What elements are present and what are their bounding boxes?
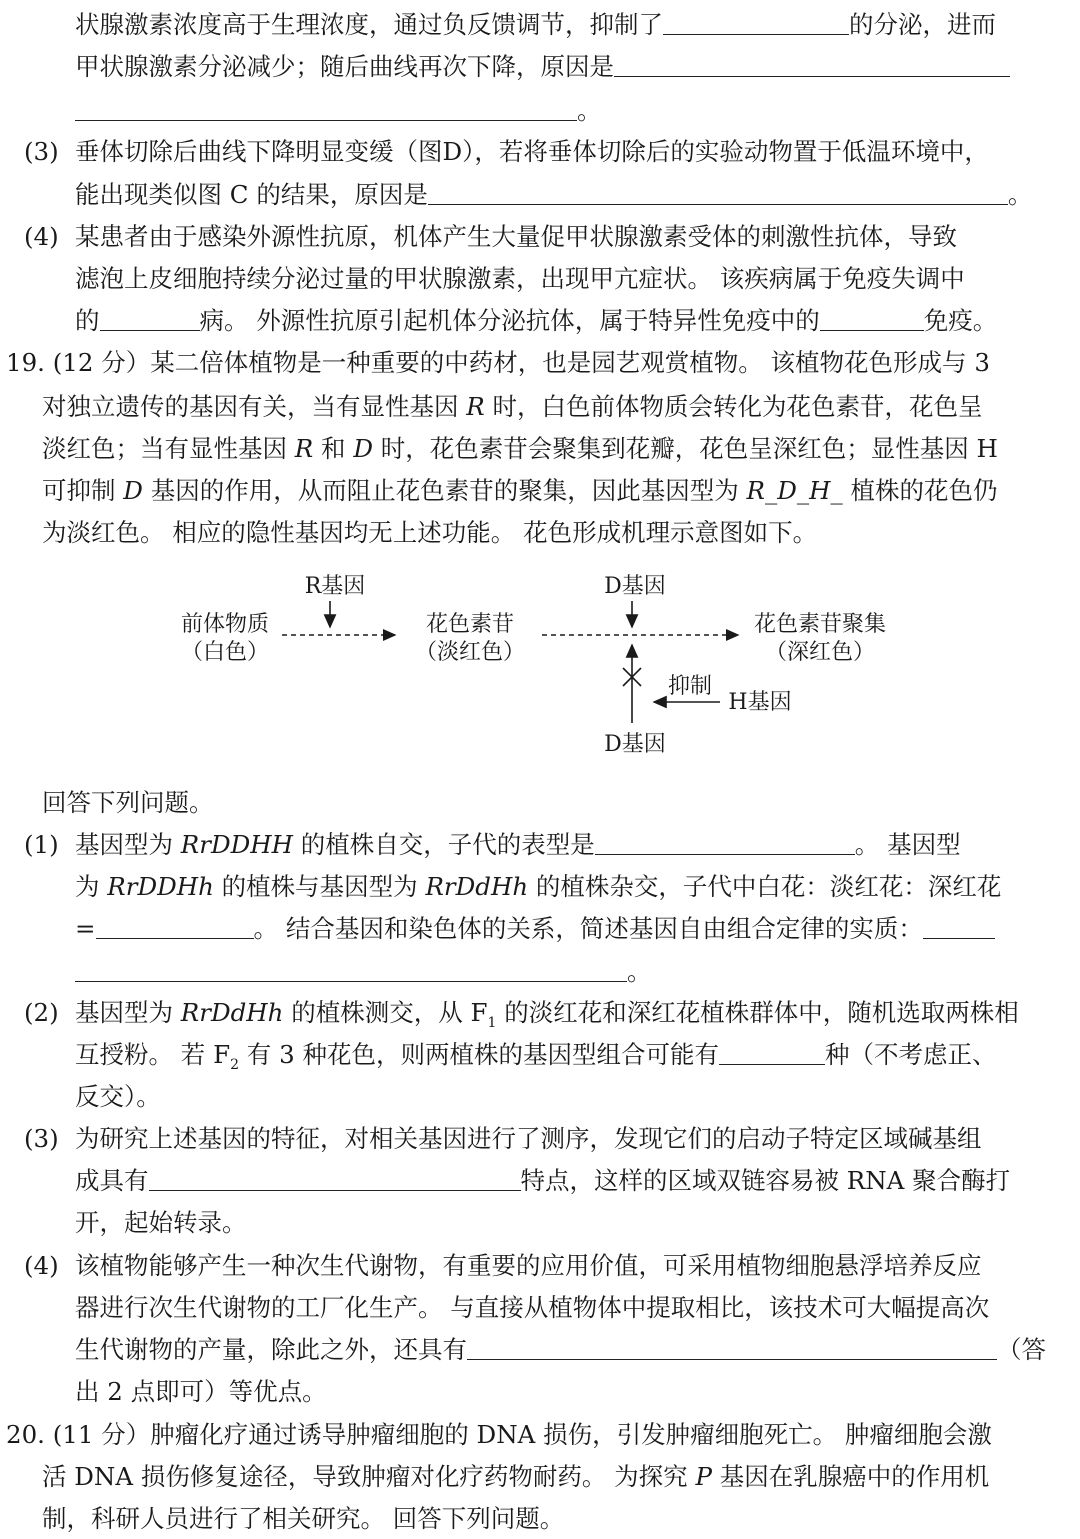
node-aggregation-name: 花色素苷聚集 bbox=[753, 612, 887, 637]
q19-3-line1: 为研究上述基因的特征，对相关基因进行了测序，发现它们的启动子特定区域碱基组 bbox=[75, 1124, 982, 1153]
text: 成具有 bbox=[75, 1166, 149, 1195]
text: 。 结合基因和染色体的关系，简述基因自由组合定律的实质： bbox=[253, 914, 923, 943]
answer-blank[interactable] bbox=[75, 961, 627, 982]
text: 种（不考虑正、 bbox=[824, 1040, 997, 1069]
gene-symbol: R bbox=[294, 434, 314, 463]
text: 活 DNA 损伤修复途径，导致肿瘤对化疗药物耐药。 为探究 bbox=[42, 1462, 696, 1491]
text: 可抑制 bbox=[42, 476, 124, 505]
answer-blank[interactable] bbox=[467, 1339, 997, 1360]
q18-3-number: (3) bbox=[24, 137, 59, 166]
text: 的植株与基因型为 bbox=[213, 872, 426, 901]
answer-blank[interactable] bbox=[820, 310, 924, 331]
q19-2-line2 bbox=[75, 1040, 996, 1080]
text: 为 bbox=[75, 872, 108, 901]
q19-3-number: (3) bbox=[24, 1124, 59, 1153]
text: 植株的花色仍 bbox=[842, 476, 998, 505]
node-anthocyanin-color: （淡红色） bbox=[414, 640, 526, 665]
text: 。 bbox=[627, 957, 652, 986]
answer-intro: 回答下列问题。 bbox=[42, 788, 214, 817]
q20-line2 bbox=[42, 1462, 989, 1492]
inhibit-label: 抑制 bbox=[667, 674, 713, 699]
subscript: 2 bbox=[230, 1056, 239, 1073]
text: 的分泌，进而 bbox=[849, 10, 996, 39]
node-anthocyanin-name: 花色素苷 bbox=[425, 612, 515, 637]
answer-blank[interactable] bbox=[100, 310, 200, 331]
genotype: R_D_H_ bbox=[746, 476, 843, 505]
text: 的植株自交，子代的表型是 bbox=[292, 830, 595, 859]
text: 特点，这样的区域双链容易被 RNA 聚合酶打 bbox=[520, 1166, 1011, 1195]
answer-blank[interactable] bbox=[923, 918, 995, 939]
genotype: RrDDHh bbox=[107, 872, 214, 901]
text: 的植株测交，从 F bbox=[283, 998, 488, 1027]
genotype: RrDDHH bbox=[180, 830, 293, 859]
q18-4-line2: 滤泡上皮细胞持续分泌过量的甲状腺激素，出现甲亢症状。 该疾病属于免疫失调中 bbox=[75, 264, 965, 293]
q19-2-number: (2) bbox=[24, 998, 59, 1027]
q19-3-line2 bbox=[75, 1166, 1010, 1196]
answer-blank[interactable] bbox=[149, 1170, 521, 1191]
text: 基因在乳腺癌中的作用机 bbox=[711, 1462, 990, 1491]
q19-1-line3 bbox=[75, 914, 995, 944]
q19-line5: 为淡红色。 相应的隐性基因均无上述功能。 花色形成机理示意图如下。 bbox=[42, 518, 818, 547]
q19-2-line3: 反交）。 bbox=[75, 1082, 161, 1111]
text: 的淡红花和深红花植株群体中，随机选取两株相 bbox=[496, 998, 1019, 1027]
q18-3-line2 bbox=[75, 180, 1032, 210]
text: 时，白色前体物质会转化为花色素苷，花色呈 bbox=[484, 392, 983, 421]
gene-symbol: D bbox=[123, 476, 143, 505]
text: 。 bbox=[1007, 180, 1033, 209]
q19-1-line2 bbox=[75, 872, 1001, 902]
text: 互授粉。 若 F bbox=[75, 1040, 231, 1069]
subscript: 1 bbox=[487, 1014, 497, 1031]
text: 和 bbox=[313, 434, 354, 463]
q20-line3: 制，科研人员进行了相关研究。 回答下列问题。 bbox=[42, 1504, 565, 1533]
text: 基因型为 bbox=[75, 998, 181, 1027]
r-gene-label: R基因 bbox=[304, 574, 366, 599]
answer-blank[interactable] bbox=[428, 184, 1008, 205]
text: 时，花色素苷会聚集到花瓣，花色呈深红色；显性基因 H bbox=[372, 434, 998, 463]
q19-4-line4: 出 2 点即可）等优点。 bbox=[75, 1377, 327, 1406]
answer-blank[interactable] bbox=[719, 1044, 825, 1065]
text: 基因的作用，从而阻止花色素苷的聚集，因此基因型为 bbox=[142, 476, 747, 505]
node-aggregation-color: （深红色） bbox=[764, 640, 876, 665]
answer-blank[interactable] bbox=[75, 100, 577, 121]
d-gene-label-top: D基因 bbox=[604, 574, 666, 599]
q19-4-number: (4) bbox=[24, 1251, 59, 1280]
text: 病。 外源性抗原引起机体分泌抗体，属于特异性免疫中的 bbox=[199, 306, 820, 335]
q19-4-line2: 器进行次生代谢物的工厂化生产。 与直接从植物体中提取相比，该技术可大幅提高次 bbox=[75, 1293, 990, 1322]
q19-1-line4 bbox=[75, 957, 652, 987]
h-gene-label: H基因 bbox=[728, 690, 792, 715]
q19-4-line1: 该植物能够产生一种次生代谢物，有重要的应用价值，可采用植物细胞悬浮培养反应 bbox=[75, 1251, 982, 1280]
node-precursor-name: 前体物质 bbox=[180, 612, 270, 637]
text: 生代谢物的产量，除此之外，还具有 bbox=[75, 1335, 467, 1364]
text: 基因型为 bbox=[75, 830, 181, 859]
text: 能出现类似图 C 的结果，原因是 bbox=[75, 180, 428, 209]
q19-1-line1 bbox=[75, 830, 961, 860]
text: 的植株杂交，子代中白花：淡红花：深红花 bbox=[528, 872, 1002, 901]
text: 淡红色；当有显性基因 bbox=[42, 434, 295, 463]
text: 状腺激素浓度高于生理浓度，通过负反馈调节，抑制了 bbox=[75, 10, 663, 39]
text: 免疫。 bbox=[923, 306, 998, 335]
gene-symbol: D bbox=[353, 434, 373, 463]
answer-blank[interactable] bbox=[96, 918, 254, 939]
q19-4-line3 bbox=[75, 1335, 1046, 1365]
q19-2-line1 bbox=[75, 998, 1019, 1038]
genotype: RrDdHh bbox=[180, 998, 284, 1027]
text: 甲状腺激素分泌减少；随后曲线再次下降，原因是 bbox=[75, 52, 614, 81]
flower-color-mechanism-diagram bbox=[0, 565, 1080, 765]
node-precursor-color: （白色） bbox=[180, 640, 270, 665]
genotype: RrDdHh bbox=[425, 872, 529, 901]
q18-4-line1: 某患者由于感染外源性抗原，机体产生大量促甲状腺激素受体的刺激性抗体，导致 bbox=[75, 222, 957, 251]
answer-blank[interactable] bbox=[663, 14, 849, 35]
text: 。 bbox=[577, 96, 602, 125]
q18-3-line1: 垂体切除后曲线下降明显变缓（图D），若将垂体切除后的实验动物置于低温环境中， bbox=[75, 137, 989, 166]
q19-1-number: (1) bbox=[24, 830, 59, 859]
q19-3-line3: 开，起始转录。 bbox=[75, 1208, 247, 1237]
q20-heading: 20. (11 分）肿瘤化疗通过诱导肿瘤细胞的 DNA 损伤，引发肿瘤细胞死亡。 肿瘤细胞会激 bbox=[6, 1420, 992, 1449]
gene-symbol: R bbox=[466, 392, 485, 421]
text: 对独立遗传的基因有关，当有显性基因 bbox=[42, 392, 467, 421]
q19-line3 bbox=[42, 434, 998, 464]
q19-heading: 19. (12 分）某二倍体植物是一种重要的中药材，也是园艺观赏植物。 该植物花色形成与 3 bbox=[6, 348, 990, 377]
text: 有 3 种花色，则两植株的基因型组合可能有 bbox=[239, 1040, 719, 1069]
answer-blank[interactable] bbox=[595, 834, 855, 855]
text: 。 基因型 bbox=[854, 830, 961, 859]
q18-2-line3 bbox=[75, 96, 602, 126]
text: = bbox=[75, 914, 96, 943]
answer-blank[interactable] bbox=[614, 56, 1010, 77]
text: （答 bbox=[997, 1335, 1046, 1364]
q18-4-number: (4) bbox=[24, 222, 59, 251]
q19-line2 bbox=[42, 392, 983, 422]
q18-2-line1 bbox=[75, 10, 996, 40]
d-gene-label-bottom: D基因 bbox=[604, 732, 666, 757]
q19-line4 bbox=[42, 476, 998, 506]
text: 的 bbox=[75, 306, 100, 335]
q18-4-line3 bbox=[75, 306, 997, 336]
q18-2-line2 bbox=[75, 52, 1010, 82]
gene-symbol: P bbox=[695, 1462, 712, 1491]
